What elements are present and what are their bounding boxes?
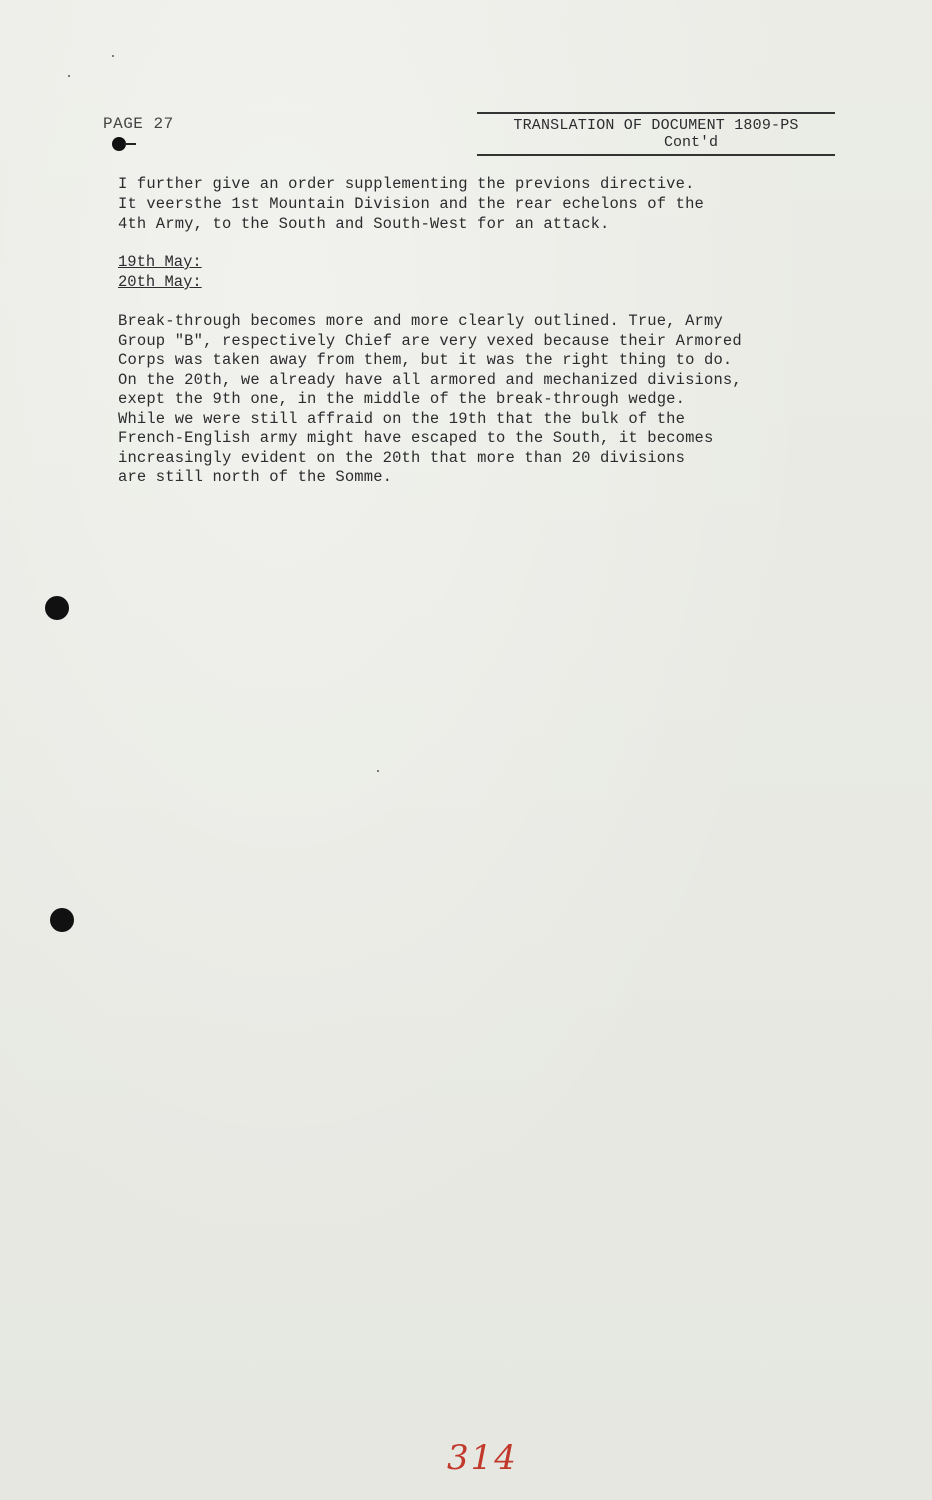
body-line: increasingly evident on the 20th that more than 20 divisions bbox=[118, 448, 686, 467]
body-paragraph bbox=[118, 312, 742, 488]
body-line: Break-through becomes more and more clearly outlined. True, Army bbox=[118, 312, 723, 330]
date-heading: 20th May: bbox=[118, 273, 202, 291]
paper-speck bbox=[68, 75, 70, 77]
intro-line: 4th Army, to the South and South-West for an attack. bbox=[118, 215, 610, 233]
punch-hole-top bbox=[45, 596, 69, 620]
body-line: are still north of the Somme. bbox=[118, 468, 393, 486]
intro-paragraph bbox=[118, 174, 704, 234]
page-number: PAGE 27 bbox=[103, 115, 174, 133]
document-title: TRANSLATION OF DOCUMENT 1809-PS bbox=[513, 117, 799, 134]
header-rule-top bbox=[477, 112, 835, 114]
handwritten-page-number: 314 bbox=[447, 1438, 518, 1478]
paper-speck bbox=[377, 770, 379, 772]
punch-hole-bottom bbox=[50, 908, 74, 932]
page-mark bbox=[112, 137, 126, 151]
intro-line: I further give an order supplementing the previons directive. bbox=[118, 175, 695, 193]
body-line: French-English army might have escaped to the South, it becomes bbox=[118, 429, 714, 447]
body-line: Group "B", respectively Chief are very vexed because their Armored bbox=[118, 331, 742, 350]
paper-speck bbox=[112, 55, 114, 57]
date-heading: 19th May: bbox=[118, 253, 202, 271]
document-header bbox=[477, 112, 835, 156]
body-line: While we were still affraid on the 19th that the bulk of the bbox=[118, 409, 686, 428]
document-subtitle: Cont'd bbox=[663, 134, 718, 151]
intro-line: It veersthe 1st Mountain Division and the rear echelons of the bbox=[118, 195, 704, 213]
body-line: Corps was taken away from them, but it was the right thing to do. bbox=[118, 351, 733, 369]
header-rule-bottom bbox=[477, 154, 835, 156]
body-line: On the 20th, we already have all armored and mechanized divisions, bbox=[118, 370, 742, 389]
body-line: exept the 9th one, in the middle of the break-through wedge. bbox=[118, 390, 686, 408]
